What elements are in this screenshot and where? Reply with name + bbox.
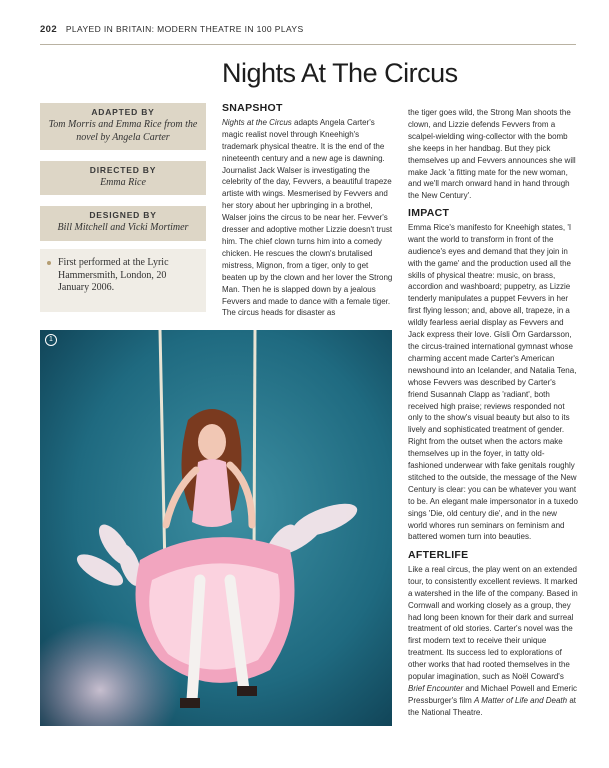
afterlife-title-matter-of-life: A Matter of Life and Death (474, 695, 568, 705)
designed-by-box (40, 206, 206, 241)
directed-by-value: Emma Rice (100, 177, 146, 188)
snapshot-continued (408, 107, 578, 202)
adapted-by-label: ADAPTED BY (91, 107, 155, 117)
snapshot-text-b: the tiger goes wild, the Strong Man shoots the clown, and Lizzie defends Fevvers from a scalpel-wielding wing-collector with the bomb she keeps in her handbag. But they pick themselves up and Fevvers announces she will make Jack 'a fitting mate for the new woman, and we'll march onward hand in hand through the New Century'. (408, 108, 576, 201)
production-photo (40, 330, 392, 726)
first-performed-text: First performed at the Lyric Hammersmith, London, 20 January 2006. (58, 257, 169, 293)
snapshot-heading: SNAPSHOT (222, 102, 283, 114)
afterlife-body (408, 564, 578, 719)
designed-by-label: DESIGNED BY (89, 210, 157, 220)
snapshot-text-a: adapts Angela Carter's magic realist novel through Kneehigh's trademark physical theatre. It is the end of the nineteenth century and a new age is dawning. Journalist Jack Walser is investigating the celebrity of the day, Fevvers, a beautiful trapeze artiste with wings. Mesmerised by Fevvers and her story about her upbringing in a brothel, Walser joins the circus to be near her. Fevver's dresser and adoptive mother Lizzie doesn't trust him. The chief clown turns him into a comedy chicken. He rescues the clown's brutalised mistress, Mignon, from a tiger, only to get beaten up by the clown and her lover the Strong Man. Then he is slapped down by a jealous Fevvers and made to dance with a female tiger. The circus heads for disaster as (222, 117, 393, 318)
page-title: Nights At The Circus (222, 58, 458, 88)
page-number: 202 (40, 24, 58, 35)
snapshot-section (222, 103, 393, 319)
afterlife-heading: AFTERLIFE (408, 549, 469, 561)
impact-body: Emma Rice's manifesto for Kneehigh states, 'I want the world to transform in front of the audience's eyes and demand that they join in with the game' and the production used all the skills of physical theatre: music, on brass, accordion and washboard; puppetry, as Lizzie tenderly manipulates a puppet Fevvers in her first flying lesson; and, above all, trapeze, in a wildly fearless aerial display as Fevvers and Jack express their love. Gísli Örn Gardarsson, the circus-trained international gymnast whose charming accent made Carter's American newshound into an Icelander, and Natalia Tena, whose Fevvers was described by Carter's friend Susannah Clapp as 'radiant', both received high praise; reviews responded not only to the show's visual beauty but also to its lively and sophisticated treatment of gender. Right from the outset when the actors make themselves up in the foyer, in tatty old-fashioned underwear with fake genitals roughly stitched to the outside, the message of the New Century is clear: you can be whatever you want to be. An elegant male impersonator in a tuxedo sings 'Die, old century die', and in the new world whores run seminars on feminism and battered women turn into beauties. (408, 222, 578, 542)
impact-section (408, 208, 578, 543)
first-performed-note (40, 249, 206, 312)
photo-marker: 1 (45, 334, 57, 346)
adapted-by-box (40, 103, 206, 150)
afterlife-text-c: at the National Theatre. (408, 695, 576, 717)
afterlife-section (408, 550, 578, 719)
snapshot-body (222, 117, 393, 319)
bullet-icon (47, 261, 51, 265)
running-title: PLAYED IN BRITAIN: MODERN THEATRE IN 100 PLAYS (65, 24, 304, 34)
adapted-by-value: Tom Morris and Emma Rice from the novel by Angela Carter (48, 119, 198, 143)
afterlife-title-brief-encounter: Brief Encounter (408, 683, 464, 693)
snapshot-play-title: Nights at the Circus (222, 117, 292, 127)
directed-by-label: DIRECTED BY (89, 165, 157, 175)
designed-by-value: Bill Mitchell and Vicki Mortimer (57, 222, 189, 233)
afterlife-text-a: Like a real circus, the play went on an extended tour, to consistently excellent reviews. It marked a watershed in the life of the company. Based in Cornwall and working closely as a group, they had long been known for their dark and surreal treatment of old stories. Carter's novel was the first modern text to receive their unique treatment. Its success led to explorations of other works that had rooted themselves in the popular imagination, such as Noël Coward's (408, 564, 578, 682)
directed-by-box (40, 161, 206, 195)
impact-heading: IMPACT (408, 207, 450, 219)
running-header (40, 24, 576, 45)
afterlife-text-b: and Michael Powell and Emeric Pressburger's film (408, 683, 577, 705)
